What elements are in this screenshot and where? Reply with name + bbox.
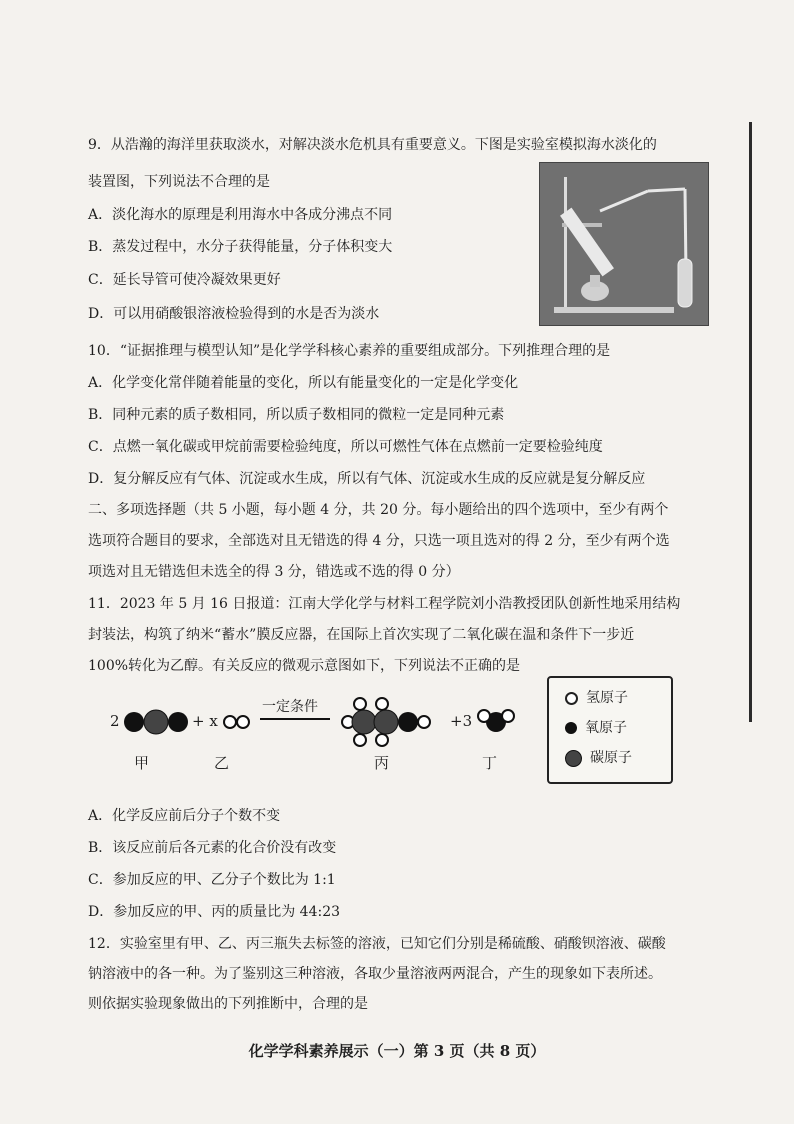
molecule-jia-icon [122, 708, 190, 736]
q11-stem-line1: 11．2023 年 5 月 16 日报道：江南大学化学与材料工程学院刘小浩教授团队创新性地采用结构 [88, 596, 681, 612]
q11-option-a: A．化学反应前后分子个数不变 [88, 808, 281, 824]
molecule-bing-icon [340, 696, 432, 748]
q10-option-b: B．同种元素的质子数相同，所以质子数相同的微粒一定是同种元素 [88, 407, 505, 423]
q11-stem-line2: 封装法，构筑了纳米“蓄水”膜反应器，在国际上首次实现了二氧化碳在温和条件下一步近 [88, 627, 635, 643]
label-bing: 丙 [374, 754, 390, 772]
distillation-apparatus-photo [539, 162, 709, 326]
legend-hydrogen: 氢原子 [565, 688, 628, 708]
q10-stem: 10．“证据推理与模型认知”是化学学科核心素养的重要组成部分。下列推理合理的是 [88, 343, 611, 359]
page-footer: 化学学科素养展示（一）第 3 页（共 8 页） [248, 1042, 546, 1060]
distillation-apparatus-drawing [540, 163, 708, 325]
q9-option-a: A．淡化海水的原理是利用海水中各成分沸点不同 [88, 207, 393, 223]
label-yi: 乙 [214, 754, 230, 772]
q9-option-d: D．可以用硝酸银溶液检验得到的水是否为淡水 [88, 306, 380, 322]
q12-stem-line1: 12．实验室里有甲、乙、丙三瓶失去标签的溶液，已知它们分别是稀硫酸、硝酸钡溶液、碳酸 [88, 936, 666, 952]
coefficient-b: + x [192, 712, 218, 730]
q11-stem-line3: 100%转化为乙醇。有关反应的微观示意图如下，下列说法不正确的是 [88, 658, 521, 674]
margin-rule [749, 122, 752, 722]
section2-instructions-line3: 项选对且无错选但未选全的得 3 分，错选或不选的得 0 分） [88, 564, 460, 580]
q10-option-a: A．化学变化常伴随着能量的变化，所以有能量变化的一定是化学变化 [88, 375, 519, 391]
label-jia: 甲 [134, 754, 150, 772]
reaction-condition: 一定条件 [262, 699, 318, 715]
q12-stem-line2: 钠溶液中的各一种。为了鉴别这三种溶液，各取少量溶液两两混合，产生的现象如下表所述。 [88, 966, 662, 982]
reaction-arrow-line [260, 718, 330, 720]
q9-stem-line1: 9．从浩瀚的海洋里获取淡水，对解决淡水危机具有重要意义。下图是实验室模拟海水淡化的 [88, 137, 657, 153]
atom-legend [547, 676, 673, 784]
q11-option-c: C．参加反应的甲、乙分子个数比为 1:1 [88, 872, 336, 888]
q10-option-d: D．复分解反应有气体、沉淀或水生成，所以有气体、沉淀或水生成的反应就是复分解反应 [88, 471, 646, 487]
q9-stem-line2: 装置图，下列说法不合理的是 [88, 174, 270, 190]
coefficient-d: +3 [450, 712, 473, 730]
legend-oxygen: 氧原子 [565, 718, 627, 738]
molecule-yi-icon [222, 712, 252, 732]
q11-option-d: D．参加反应的甲、丙的质量比为 44:23 [88, 904, 341, 920]
legend-carbon: 碳原子 [565, 748, 632, 768]
q9-option-c: C．延长导管可使冷凝效果更好 [88, 272, 281, 288]
reaction-diagram [104, 696, 552, 776]
section2-instructions-line1: 二、多项选择题（共 5 小题，每小题 4 分，共 20 分。每小题给出的四个选项中，至少有两个 [88, 502, 669, 518]
q11-option-b: B．该反应前后各元素的化合价没有改变 [88, 840, 337, 856]
oxygen-atom-icon [565, 722, 577, 734]
q9-option-b: B．蒸发过程中，水分子获得能量，分子体积变大 [88, 239, 393, 255]
hydrogen-atom-icon [565, 692, 578, 705]
coefficient-a: 2 [110, 712, 120, 730]
q12-stem-line3: 则依据实验现象做出的下列推断中，合理的是 [88, 996, 368, 1012]
molecule-ding-icon [476, 706, 516, 736]
q10-option-c: C．点燃一氧化碳或甲烷前需要检验纯度，所以可燃性气体在点燃前一定要检验纯度 [88, 439, 603, 455]
carbon-atom-icon [565, 750, 582, 767]
section2-instructions-line2: 选项符合题目的要求，全部选对且无错选的得 4 分，只选一项且选对的得 2 分，至少有两个选 [88, 533, 670, 549]
label-ding: 丁 [482, 754, 498, 772]
